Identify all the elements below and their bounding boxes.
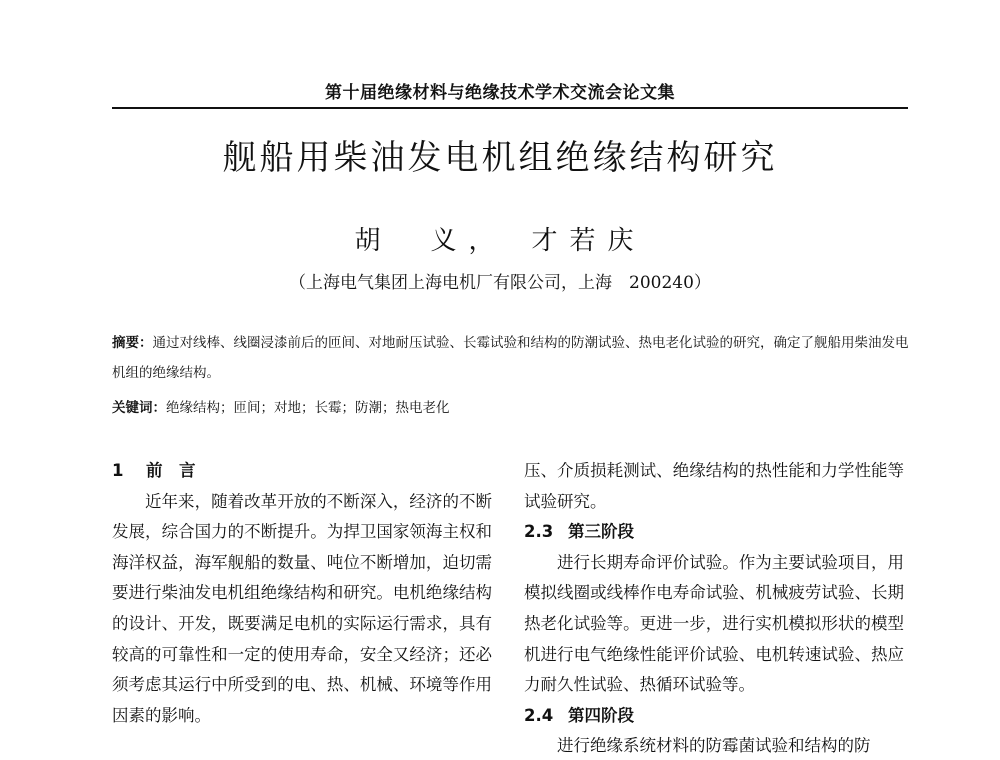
subsection-2-4-paragraph: 进行绝缘系统材料的防霉菌试验和结构的防 [557, 736, 871, 754]
section-title: 前 言 [146, 461, 196, 480]
section-heading-1 [112, 456, 492, 487]
authors: 胡 义， 才若庆 [354, 226, 646, 256]
running-header: 第十届绝缘材料与绝缘技术学术交流会论文集 [325, 83, 675, 103]
subsection-2-3-paragraph: 进行长期寿命评价试验。作为主要试验项目，用模拟线圈或线棒作电寿命试验、机械疲劳试验、长期热老化试验等。更进一步，进行实机模拟形状的模型机进行电气绝缘性能评价试验、电机转速试验、热应力耐久性试验、热循环试验等。 [524, 552, 904, 695]
abstract-label: 摘要： [112, 335, 153, 351]
right-column [524, 456, 904, 753]
abstract-text: 通过对线棒、线圈浸漆前后的匝间、对地耐压试验、长霉试验和结构的防潮试验、热电老化试验的研究，确定了舰船用柴油发电机组的绝缘结构。 [112, 335, 909, 381]
abstract [112, 328, 912, 388]
continued-paragraph: 压、介质损耗测试、绝缘结构的热性能和力学性能等试验研究。 [524, 461, 904, 511]
keywords-label: 关键词： [112, 400, 166, 416]
affiliation: （上海电气集团上海电机厂有限公司，上海 200240） [289, 273, 711, 293]
subsection-title: 第四阶段 [568, 705, 634, 725]
subsection-number: 2.4 [524, 705, 554, 725]
section-1-paragraph: 近年来，随着改革开放的不断深入，经济的不断发展，综合国力的不断提升。为捍卫国家领海主权和海洋权益，海军舰船的数量、吨位不断增加，迫切需要进行柴油发电机组绝缘结构和研究。电机绝缘结构的设计、开发，既要满足电机的实际运行需求，具有较高的可靠性和一定的使用寿命，安全又经济；还必须考虑其运行中所受到的电、热、机械、环境等作用因素的影响。 [112, 491, 492, 725]
subsection-title: 第三阶段 [568, 522, 634, 542]
subsection-number: 2.3 [524, 522, 554, 542]
subsection-heading-2-4 [524, 701, 904, 732]
keywords [112, 396, 912, 416]
keywords-text: 绝缘结构；匝间；对地；长霉；防潮；热电老化 [166, 400, 450, 416]
subsection-heading-2-3 [524, 517, 904, 548]
header-rule [112, 107, 908, 109]
section-number: 1 [112, 461, 124, 480]
left-column [112, 456, 492, 731]
paper-title: 舰船用柴油发电机组绝缘结构研究 [222, 138, 778, 178]
